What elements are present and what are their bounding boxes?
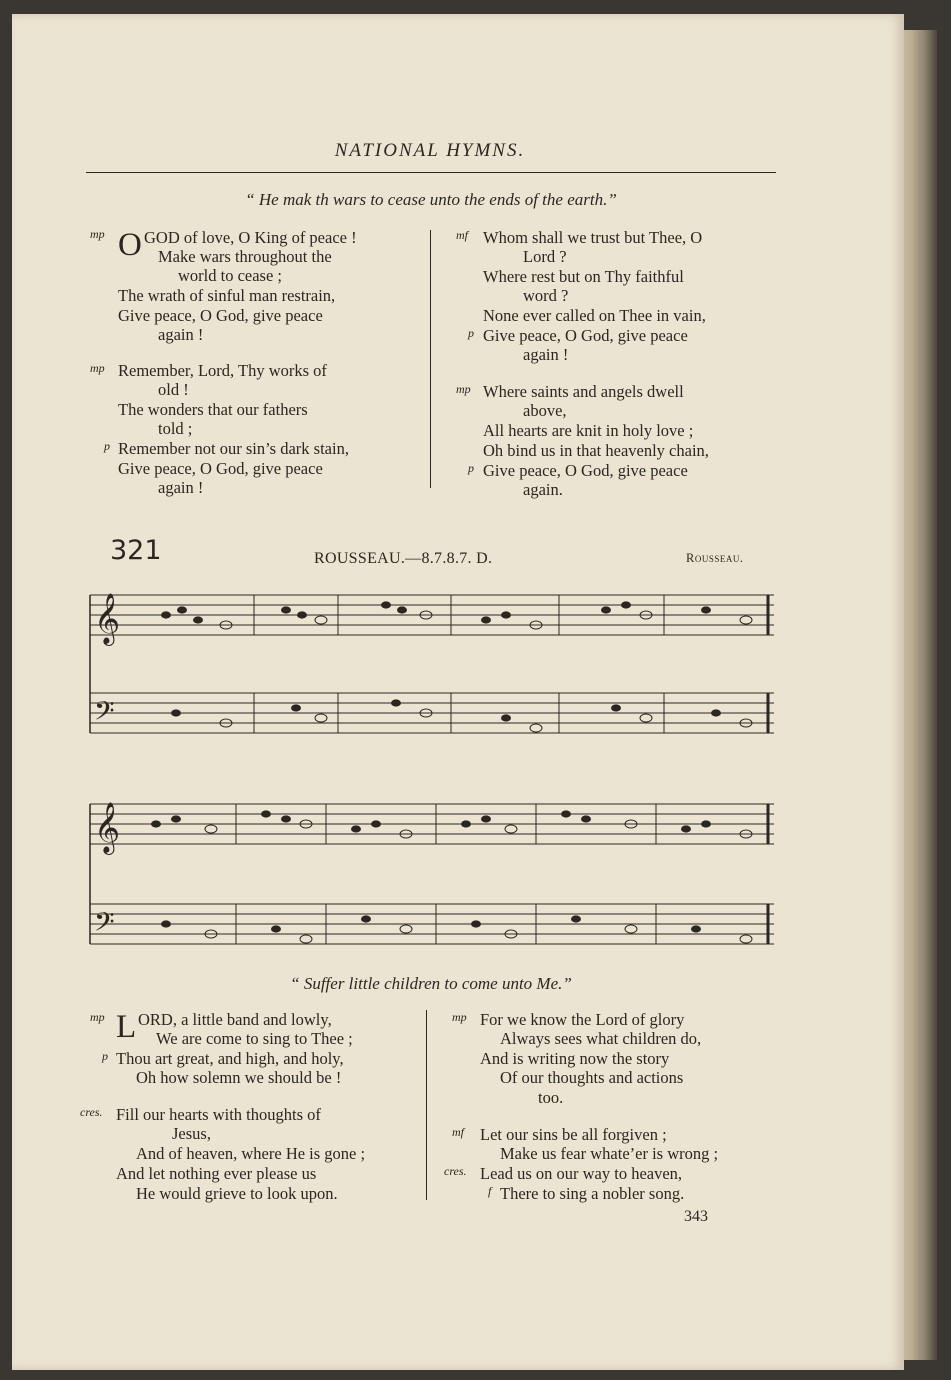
verse-line: All hearts are knit in holy love ; — [483, 421, 694, 440]
verse-line: ORD, a little band and lowly, — [138, 1010, 332, 1029]
dynamic-mark: mf — [456, 228, 468, 242]
hymn-a-column-divider — [430, 230, 431, 488]
verse-line: Oh bind us in that heavenly chain, — [483, 441, 709, 460]
verse-line: The wrath of sinful man restrain, — [118, 286, 336, 305]
tune-composer: Rousseau. — [686, 551, 744, 565]
verse-line: We are come to sing to Thee ; — [156, 1029, 353, 1048]
verse-line: Remember, Lord, Thy works of — [118, 361, 327, 380]
verse-line: word ? — [523, 286, 569, 305]
verse-line: old ! — [158, 380, 189, 399]
dynamic-mark: p — [468, 461, 474, 475]
verse-line: Make us fear whate’er is wrong ; — [500, 1144, 719, 1163]
music-system-1 — [86, 575, 776, 770]
verse-line: There to sing a nobler song. — [500, 1184, 685, 1203]
drop-capital: L — [116, 1009, 137, 1045]
verse-line: Oh how solemn we should be ! — [136, 1068, 342, 1087]
hymn-a-epigraph: “ He mak th wars to cease unto the ends of the earth.” — [245, 190, 617, 209]
bass-clef-icon: 𝄢 — [94, 695, 115, 733]
verse-line: Always sees what children do, — [500, 1029, 702, 1048]
music-system-2 — [86, 780, 776, 970]
verse-line: Make wars throughout the — [158, 247, 332, 266]
header-rule — [86, 172, 776, 173]
verse-line: And of heaven, where He is gone ; — [136, 1144, 366, 1163]
barlines — [236, 804, 768, 944]
dynamic-mark: p — [468, 326, 474, 340]
verse-line: Lord ? — [523, 247, 567, 266]
dynamic-mark: cres. — [80, 1105, 103, 1119]
treble-clef-icon: 𝄞 — [94, 802, 121, 853]
verse-line: And let nothing ever please us — [116, 1164, 317, 1183]
barlines — [254, 595, 768, 733]
drop-capital: O — [118, 227, 142, 263]
verse-line: He would grieve to look upon. — [136, 1184, 338, 1203]
verse-line: Let our sins be all forgiven ; — [480, 1125, 667, 1144]
verse-line: And is writing now the story — [480, 1049, 670, 1068]
verse-line: Give peace, O God, give peace — [483, 326, 688, 345]
verse-line: Give peace, O God, give peace — [118, 306, 323, 325]
dynamic-mark: mp — [90, 227, 105, 241]
dynamic-mark: mf — [452, 1125, 464, 1139]
verse-line: Jesus, — [172, 1124, 211, 1143]
notes — [161, 601, 721, 721]
verse-line: world to cease ; — [178, 266, 283, 285]
bass-clef-icon: 𝄢 — [94, 906, 115, 944]
dynamic-mark: mp — [90, 1010, 105, 1024]
verse-line: again. — [523, 480, 563, 499]
verse-line: again ! — [158, 325, 204, 344]
verse-line: None ever called on Thee in vain, — [483, 306, 706, 325]
dynamic-mark: p — [104, 439, 110, 453]
dynamic-mark: cres. — [444, 1164, 467, 1178]
verse-line: Give peace, O God, give peace — [118, 459, 323, 478]
dynamic-mark: mp — [456, 382, 471, 396]
treble-staff — [90, 804, 774, 844]
verse-line: Thou art great, and high, and holy, — [116, 1049, 344, 1068]
verse-line: too. — [538, 1088, 564, 1107]
tune-number: 321 — [110, 535, 162, 566]
dynamic-mark: mp — [452, 1010, 467, 1024]
hymn-b-epigraph: “ Suffer little children to come unto Me.” — [290, 974, 572, 993]
verse-line: Fill our hearts with thoughts of — [116, 1105, 321, 1124]
verse-line: Of our thoughts and actions — [500, 1068, 684, 1087]
dynamic-mark: mp — [90, 361, 105, 375]
bass-staff — [90, 904, 774, 944]
verse-line: again ! — [523, 345, 569, 364]
verse-line: For we know the Lord of glory — [480, 1010, 685, 1029]
dynamic-mark: f — [488, 1184, 492, 1198]
verse-line: told ; — [158, 419, 193, 438]
verse-line: The wonders that our fathers — [118, 400, 308, 419]
verse-line: Lead us on our way to heaven, — [480, 1164, 683, 1183]
verse-line: again ! — [158, 478, 204, 497]
treble-clef-icon: 𝄞 — [94, 593, 121, 644]
verse-line: Remember not our sin’s dark stain, — [118, 439, 349, 458]
verse-line: Whom shall we trust but Thee, O — [483, 228, 703, 247]
verse-line: Give peace, O God, give peace — [483, 461, 688, 480]
hymn-b-column-divider — [426, 1010, 427, 1200]
verse-line: Where rest but on Thy faithful — [483, 267, 684, 286]
running-head: NATIONAL HYMNS. — [334, 140, 526, 161]
dynamic-mark: p — [102, 1049, 108, 1063]
verse-line: GOD of love, O King of peace ! — [144, 228, 357, 247]
verse-line: above, — [523, 401, 567, 420]
tune-name: ROUSSEAU.—8.7.8.7. D. — [314, 550, 493, 567]
page-number: 343 — [684, 1208, 708, 1225]
verse-line: Where saints and angels dwell — [483, 382, 684, 401]
open-notes — [220, 611, 752, 732]
